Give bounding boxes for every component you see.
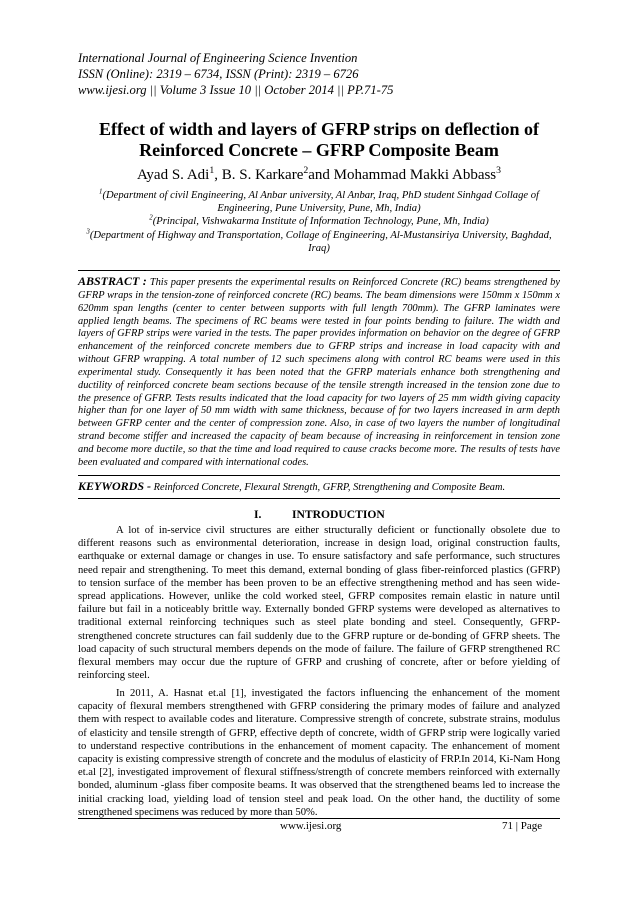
affiliation-2-mark: 2 — [149, 214, 153, 222]
keywords-text: Reinforced Concrete, Flexural Strength, GFRP, Strengthening and Composite Beam. — [153, 482, 506, 493]
abstract-text: This paper presents the experimental results on Reinforced Concrete (RC) beams strengthened by GFRP wraps in the tension-zone of reinforced concrete (RC) beams. The beam dimensions were 150mm x 150mm x 620mm span lengths (center to center between supports with full length 700mm). The GFRP laminates were applied length beams. The specimens of RC beams were tested in four points bending to failure. The width and layers of GFRP strips were varied in the tests. The paper provides information on behavior on the degree of GFRP enhancement of the reinforced concrete members due to GFRP strips and increase in load capacity with and without GFRP wrapping. A total number of 12 such specimens along with control RC beams were used in this experimental study. Consequently it has been noted that the GFRP materials enhance both strengthening and ductility of reinforced concrete beam sections because of the tensile strength increased in the tension zone due to the presence of GFRP. Tests results indicated that the load capacity for two layers of 25 mm width giving capacity higher than for one layer of 50 mm width with same thickness, because of for two layers increased in arm depth between GFRP center and the center of compression zone. Also, in case of two layers the number of longitudinal strand become stiffer and increased the capacity of beam because of increasing in reinforcement in tension zone and become more ductile, so that the time and load required to cause cracks become more. The results of tests have been evaluated and compared with international codes. — [78, 277, 560, 468]
intro-paragraph-2: In 2011, A. Hasnat et.al [1], investigated the factors influencing the enhancement of the moment capacity of flexural members strengthened with GFRP considering the primary modes of failure and analyzed them with respect to available codes and literature. Compressive strength of concrete, substrate strains, modulus of elasticity and tensile strength of GFRP, effective depth of concrete, width of GFRP strip were logically varied to understand respective contributions in the enhancement of moment capacity. The enhancement of moment capacity is existing compressive strength of concrete and the modulus of elasticity of FRP.In 2014, Ki-Nam Hong et.al [2], investigated improvement of flexural stiffness/strength of concrete members reinforced with externally bonded, aluminum -glass fiber composite beams. It was observed that the strengthened beams led to increase the initial cracking load, yielding load of tension steel and peak load. On the other hand, the ductility of some strengthened specimens was reduced by more than 50%. — [78, 688, 560, 818]
affiliation-1 — [78, 189, 560, 215]
author-3-affil-mark: 3 — [496, 165, 502, 176]
footer-page-number: 71 | Page — [502, 820, 543, 832]
section-number: I. — [254, 508, 262, 521]
abstract — [78, 275, 560, 470]
journal-header — [78, 50, 568, 99]
journal-issn: ISSN (Online): 2319 – 6734, ISSN (Print): 2319 – 6726 — [78, 67, 359, 82]
keywords-rule — [78, 498, 560, 499]
footer-rule — [78, 818, 560, 819]
paper-title-line-1: Effect of width and layers of GFRP strips on deflection of — [99, 119, 539, 139]
intro-paragraph-1: A lot of in-service civil structures are either structurally deficient or functionally obsolete due to different reasons such as environmental deterioration, increase in design load, original construction faults, earthquake or external damage or changes in use. To ensure satisfactory and safe performance, such structures need repair and strengthening. To meet this demand, external bonding of glass fiber-reinforced plastics (GFRP) to tension surface of the member has been proven to be an effective strengthening method and has seen wide-spread applications. However, unlike the cold worked steel, GFRP composites remain elastic in nature until failure but fail in a noticeably brittle way. Externally bonded GFRP systems were developed as alternatives to traditional external reinforcing techniques such as steel plate bonding and steel. Consequently, GFRP-strengthened concrete structures can fail suddenly due to the GFRP rupture or de-bonding of GFRP sheets. The load capacity of such structural members depends on the mode of failure. The failure of GFRP strengthened RC flexural members may occur due the rupture of GFRP and crushing of concrete, after or before yielding of reinforcing steel. — [78, 525, 560, 682]
author-2-affil-mark: 2 — [303, 165, 309, 176]
affiliation-1-mark: 1 — [99, 188, 103, 196]
author-2: , B. S. Karkare — [214, 167, 304, 183]
keywords-label: KEYWORDS - — [78, 479, 152, 493]
section-name: INTRODUCTION — [292, 508, 385, 521]
footer-url: www.ijesi.org — [280, 820, 342, 832]
abstract-top-rule — [78, 270, 560, 271]
affiliation-2-text: (Principal, Vishwakarma Institute of Information Technology, Pune, Mh, India) — [152, 216, 489, 228]
keywords — [78, 480, 560, 494]
abstract-bottom-rule — [78, 475, 560, 476]
paper-title-line-2: Reinforced Concrete – GFRP Composite Beam — [139, 140, 499, 160]
affiliation-3 — [78, 229, 560, 255]
author-1-affil-mark: 1 — [209, 165, 215, 176]
affiliation-1-text: (Department of civil Engineering, Al Anbar university, Al Anbar, Iraq, PhD student Sinhgad Collage of Engineering, Pune University, Pune, Mh, India) — [102, 190, 539, 215]
abstract-label: ABSTRACT : — [78, 274, 147, 288]
author-1: Ayad S. Adi — [136, 167, 210, 183]
affiliation-2 — [78, 215, 560, 228]
affiliation-3-text: (Department of Highway and Transportation, Collage of Engineering, Al-Mustansiriya University, Baghdad, Iraq) — [89, 229, 552, 254]
journal-name: International Journal of Engineering Science Invention — [78, 51, 358, 65]
author-list — [60, 166, 578, 184]
affiliation-3-mark: 3 — [86, 228, 90, 236]
affiliations — [78, 189, 560, 255]
author-3: and Mohammad Makki Abbass — [308, 167, 497, 183]
journal-issue: www.ijesi.org || Volume 3 Issue 10 || October 2014 || PP.71-75 — [78, 83, 394, 98]
paper-title — [60, 119, 578, 161]
